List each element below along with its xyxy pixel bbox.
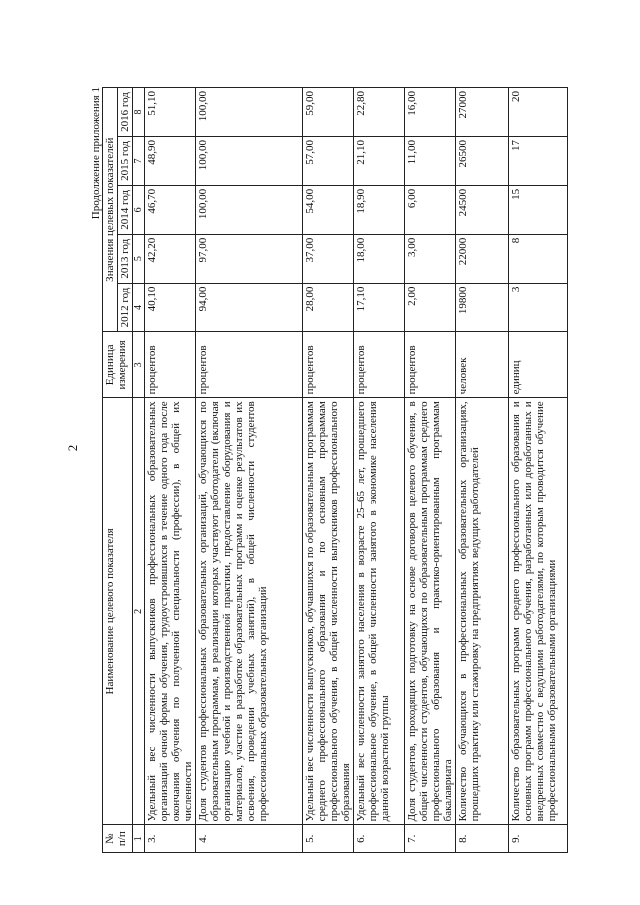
indicator-name: Количество обучающихся в профессиональных образовательных организациях, прошедших практику или стажировку на предприятиях ведущих работодателей	[456, 398, 509, 825]
unit-cell: человек	[456, 332, 509, 398]
col-number: 3	[133, 332, 145, 398]
value-cell: 3,00	[405, 234, 456, 283]
value-cell: 100,00	[196, 185, 303, 234]
value-cell: 21,10	[354, 137, 405, 186]
indicator-name: Доля студентов профессиональных образовательных организаций, обучающихся по образовательным программам, в реализации которых участвуют работодатели (включая организацию учебной и производственной практики, предоставление оборудования и материалов, участие в разработке образовательных программ и оценке результатов их освоения, проведении учебных занятий), в общей численности студентов профессиональных образовательных организаций	[196, 398, 303, 825]
value-cell: 26500	[456, 137, 509, 186]
value-cell: 11,00	[405, 137, 456, 186]
table-row	[196, 88, 303, 853]
header-year: 2013 год	[118, 234, 133, 283]
value-cell: 46,70	[145, 185, 196, 234]
value-cell: 2,00	[405, 283, 456, 332]
unit-cell: процентов	[303, 332, 354, 398]
col-number: 7	[133, 137, 145, 186]
targets-table	[102, 87, 568, 853]
row-number: 9.	[509, 825, 568, 853]
unit-cell: процентов	[196, 332, 303, 398]
header-year: 2014 год	[118, 185, 133, 234]
col-number: 1	[133, 825, 145, 853]
header-year: 2012 год	[118, 283, 133, 332]
rotated-document	[88, 53, 640, 893]
value-cell: 17	[509, 137, 568, 186]
value-cell: 18,90	[354, 185, 405, 234]
col-number: 5	[133, 234, 145, 283]
value-cell: 22000	[456, 234, 509, 283]
row-number: 7.	[405, 825, 456, 853]
value-cell: 100,00	[196, 137, 303, 186]
unit-cell: процентов	[145, 332, 196, 398]
unit-cell: единиц	[509, 332, 568, 398]
indicator-name: Удельный вес численности занятого населения в возрасте 25–65 лет, прошедшего профессиональное обучение, в общей численности занятого в экономике населения данной возрастной группы	[354, 398, 405, 825]
row-number: 5.	[303, 825, 354, 853]
col-number: 2	[133, 398, 145, 825]
value-cell: 59,00	[303, 88, 354, 137]
indicator-name: Удельный вес численности выпускников профессиональных образовательных организаций очной формы обучения, трудоустроившихся в течение одного года после окончания обучения по полученной специальности (профессии), в общей их численности	[145, 398, 196, 825]
unit-cell: процентов	[405, 332, 456, 398]
col-number: 4	[133, 283, 145, 332]
col-number: 6	[133, 185, 145, 234]
value-cell: 18,00	[354, 234, 405, 283]
value-cell: 51,10	[145, 88, 196, 137]
value-cell: 48,90	[145, 137, 196, 186]
indicator-name: Доля студентов, проходящих подготовку на основе договоров целевого обучения, в общей численности студентов, обучающихся по образовательным программам среднего профессионального образования и практико-ориентированным программам бакалавриата	[405, 398, 456, 825]
value-cell: 24500	[456, 185, 509, 234]
unit-cell: процентов	[354, 332, 405, 398]
value-cell: 42,20	[145, 234, 196, 283]
page-number: 2	[65, 444, 80, 452]
value-cell: 8	[509, 234, 568, 283]
value-cell: 15	[509, 185, 568, 234]
value-cell: 20	[509, 88, 568, 137]
value-cell: 100,00	[196, 88, 303, 137]
header-year: 2016 год	[118, 88, 133, 137]
header-values-group: Значения целевых показателей	[103, 88, 118, 332]
value-cell: 19800	[456, 283, 509, 332]
value-cell: 6,00	[405, 185, 456, 234]
value-cell: 28,00	[303, 283, 354, 332]
value-cell: 17,10	[354, 283, 405, 332]
row-number: 4.	[196, 825, 303, 853]
header-no: № п/п	[103, 825, 133, 853]
value-cell: 57,00	[303, 137, 354, 186]
value-cell: 94,00	[196, 283, 303, 332]
row-number: 8.	[456, 825, 509, 853]
value-cell: 22,80	[354, 88, 405, 137]
header-unit: Единица измерения	[103, 332, 133, 398]
value-cell: 37,00	[303, 234, 354, 283]
row-number: 3.	[145, 825, 196, 853]
value-cell: 27000	[456, 88, 509, 137]
value-cell: 54,00	[303, 185, 354, 234]
row-number: 6.	[354, 825, 405, 853]
table-row	[354, 88, 405, 853]
continuation-label: Продолжение приложения 1	[90, 87, 102, 220]
table-row	[145, 88, 196, 853]
value-cell: 3	[509, 283, 568, 332]
value-cell: 16,00	[405, 88, 456, 137]
value-cell: 40,10	[145, 283, 196, 332]
table-row	[456, 88, 509, 853]
indicator-name: Количество образовательных программ среднего профессионального образования и основных программ профессионального обучения, разработанных или доработанных и внедренных совместно с ведущими работодателями, по которым проводится обучение профессиональными образовательными организациями	[509, 398, 568, 825]
table-row	[303, 88, 354, 853]
table-row	[509, 88, 568, 853]
col-number: 8	[133, 88, 145, 137]
value-cell: 97,00	[196, 234, 303, 283]
indicator-name: Удельный вес численности выпускников, обучавшихся по образовательным программам среднего профессионального образования и по основным программам профессионального обучения, в общей численности выпускников профессионального образования	[303, 398, 354, 825]
table-row	[405, 88, 456, 853]
header-name: Наименование целевого показателя	[103, 398, 133, 825]
header-year: 2015 год	[118, 137, 133, 186]
